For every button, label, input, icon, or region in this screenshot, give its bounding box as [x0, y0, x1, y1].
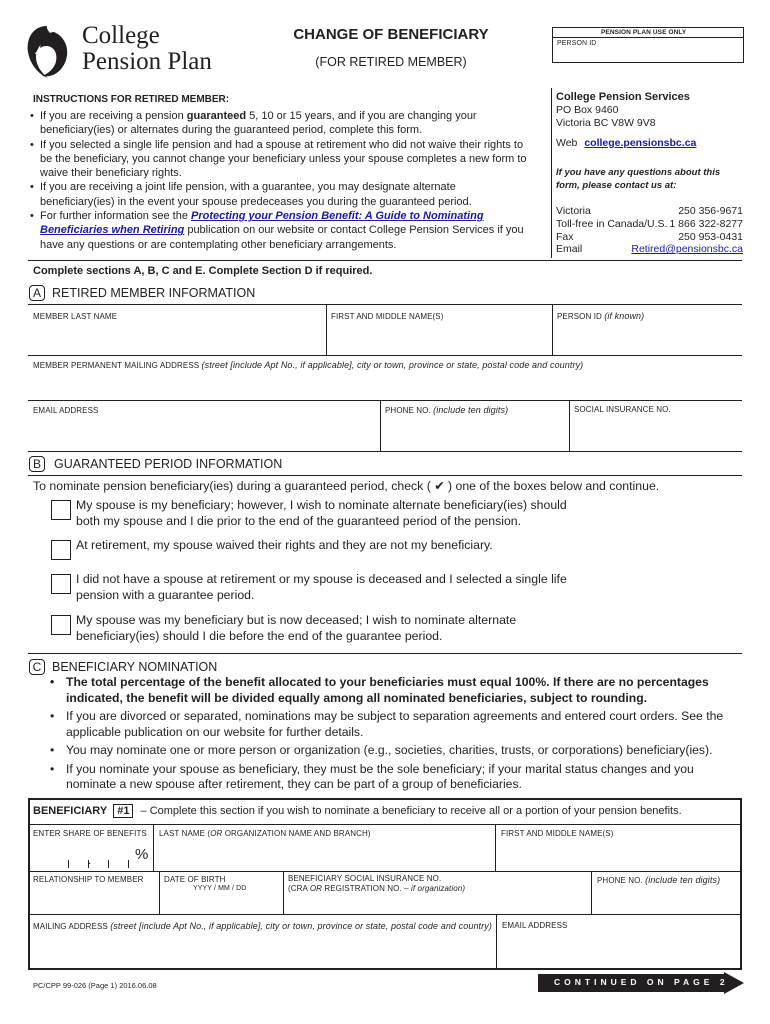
section-a-title: RETIRED MEMBER INFORMATION — [52, 286, 256, 300]
member-sin-field[interactable] — [570, 418, 742, 450]
option-3-text: I did not have a spouse at retirement or my spouse is deceased and I selected a single life pension with a guarantee period. — [76, 572, 567, 602]
beneficiary-label: BENEFICIARY — [33, 805, 108, 817]
use-only-label: PENSION PLAN USE ONLY — [601, 29, 687, 36]
logo-line-1: College — [82, 22, 160, 49]
instruction-item-1: • If you are receiving a pension guaranteed 5, 10 or 15 years, and if you are changing your beneficiary(ies) or alternates during the guaranteed period, complete this form. — [30, 109, 530, 138]
contact-address-2: Victoria BC V8W 9V8 — [556, 117, 656, 129]
member-last-name-label: MEMBER LAST NAME — [33, 312, 118, 321]
option-4-checkbox[interactable] — [51, 615, 71, 635]
use-only-person-id-label: PERSON ID — [557, 40, 597, 47]
option-2-checkbox[interactable] — [51, 540, 71, 560]
continued-banner — [538, 972, 744, 994]
member-first-name-label: FIRST AND MIDDLE NAME(S) — [331, 312, 444, 321]
instruction-item-3: • If you are receiving a joint life pension, with a guarantee, you may designate alternate beneficiary(ies) in the event your spouse predeceases you during the guaranteed period. — [30, 180, 530, 209]
beneficiary-address-label: MAILING ADDRESS (street [include Apt No., if applicable], city or town, province or state, postal code and country) — [33, 921, 492, 931]
decimal-point: . — [88, 853, 92, 867]
section-c-bullet-4: • If you nominate your spouse as beneficiary, they must be the sole beneficiary; if your marital status changes and you nominate a new spouse after retirement, they can be part of a group of beneficiaries. — [50, 762, 740, 793]
beneficiary-email-field[interactable] — [497, 934, 740, 968]
option-2-text: At retirement, my spouse waived their rights and they are not my beneficiary. — [76, 538, 493, 552]
member-phone-field[interactable] — [381, 418, 568, 450]
section-a-letter: A — [29, 285, 45, 301]
instructions-list — [30, 109, 530, 252]
form-subtitle: (FOR RETIRED MEMBER) — [315, 55, 467, 69]
form-title: CHANGE OF BENEFICIARY — [293, 26, 489, 43]
beneficiary-last-name-field[interactable] — [154, 840, 494, 870]
beneficiary-email-label: EMAIL ADDRESS — [502, 921, 568, 930]
contact-row-tollfree: Toll-free in Canada/U.S. 1 866 322-8277 — [556, 217, 743, 230]
contact-web — [556, 137, 696, 149]
section-b-intro: To nominate pension beneficiary(ies) during a guaranteed period, check ( ✔ ) one of the boxes below and continue. — [33, 479, 660, 493]
option-1-checkbox[interactable] — [51, 500, 71, 520]
pension-plan-use-only-box — [552, 27, 744, 63]
section-b-title: GUARANTEED PERIOD INFORMATION — [54, 457, 283, 471]
contact-question: If you have any questions about this form, please contact us at: — [556, 167, 721, 191]
form-code: PC/CPP 99-026 (Page 1) 2016.06.08 — [33, 981, 157, 990]
member-person-id-label: PERSON ID (if known) — [557, 311, 645, 321]
section-c-bullet-2: • If you are divorced or separated, nominations may be subject to separation agreements and entered court orders. See the applicable publication on our website for further details. — [50, 709, 740, 740]
relationship-field[interactable] — [30, 890, 158, 912]
share-field[interactable] — [60, 842, 148, 868]
contact-org: College Pension Services — [556, 91, 690, 103]
logo-mark-icon — [24, 24, 70, 80]
section-b-letter: B — [29, 456, 45, 472]
member-sin-label: SOCIAL INSURANCE NO. — [574, 405, 671, 414]
relationship-label: RELATIONSHIP TO MEMBER — [33, 875, 144, 884]
beneficiary-number: #1 — [113, 804, 133, 818]
contact-address-1: PO Box 9460 — [556, 104, 619, 116]
complete-sections-note: Complete sections A, B, C and E. Complete Section D if required. — [33, 265, 373, 277]
contact-row-fax: Fax 250 953-0431 — [556, 230, 743, 243]
dob-format: YYYY / MM / DD — [193, 885, 247, 892]
beneficiary-first-name-field[interactable] — [496, 840, 740, 870]
percent-sign: % — [135, 846, 149, 863]
college-pension-plan-logo — [24, 22, 234, 82]
contact-row-victoria: Victoria 250 356-9671 — [556, 205, 743, 217]
section-c-bullet-1: • The total percentage of the benefit allocated to your beneficiaries must equal 100%. If there are no percentages indicated, the benefit will be divided equally among all nominated beneficiaries, subject to rounding. — [50, 675, 740, 706]
beneficiary-last-name-label: LAST NAME (OR ORGANIZATION NAME AND BRANCH) — [159, 829, 371, 838]
member-address-field[interactable] — [29, 372, 741, 398]
beneficiary-sin-label: BENEFICIARY SOCIAL INSURANCE NO. (CRA OR REGISTRATION NO. – if organization) — [288, 874, 466, 893]
beneficiary-sin-field[interactable] — [284, 895, 590, 913]
section-c-bullets — [50, 675, 740, 796]
section-c-bullet-3: • You may nominate one or more person or organization (e.g., societies, charities, trusts, or corporations) beneficiary(ies). — [50, 743, 740, 759]
instruction-item-2: • If you selected a single life pension and had a spouse at retirement who did not waive their rights to be the beneficiary, you cannot change your beneficiary unless your spouse completes a new form to waive their beneficiary rights. — [30, 138, 530, 181]
beneficiary-phone-label: PHONE NO. (include ten digits) — [597, 875, 721, 885]
email-link[interactable]: Retired@pensionsbc.ca — [631, 243, 743, 256]
member-email-field[interactable] — [29, 418, 379, 450]
member-phone-label: PHONE NO. (include ten digits) — [385, 405, 509, 415]
dob-label: DATE OF BIRTH — [164, 875, 226, 884]
member-email-label: EMAIL ADDRESS — [33, 406, 99, 415]
beneficiary-phone-field[interactable] — [592, 890, 740, 912]
continued-text: CONTINUED ON PAGE 2 — [554, 977, 729, 987]
member-person-id-field[interactable] — [553, 322, 742, 354]
member-last-name-field[interactable] — [29, 322, 325, 354]
contact-rows — [556, 205, 743, 256]
instructions-heading: INSTRUCTIONS FOR RETIRED MEMBER: — [33, 94, 230, 105]
instruction-item-4: • For further information see the Protecting your Pension Benefit: A Guide to Nominating Beneficiaries when Retiring publication on our website or contact College Pension Services if you have any questions or are contemplating other beneficiary arrangements. — [30, 209, 530, 252]
web-label: Web — [556, 137, 578, 149]
member-address-label: MEMBER PERMANENT MAILING ADDRESS (street [include Apt No., if applicable], city or town, province or state, postal code and country) — [33, 360, 584, 370]
beneficiary-desc: – Complete this section if you wish to nominate a beneficiary to receive all or a portion of your pension benefits. — [140, 805, 682, 817]
option-1-text: My spouse is my beneficiary; however, I wish to nominate alternate beneficiary(ies) should both my spouse and I die prior to the end of the guaranteed period of the pension. — [76, 498, 567, 528]
member-first-name-field[interactable] — [327, 322, 551, 354]
dob-field[interactable] — [160, 895, 282, 913]
beneficiary-address-field[interactable] — [30, 934, 494, 968]
section-c-letter: C — [29, 659, 45, 675]
logo-line-2: Pension Plan — [82, 48, 212, 75]
beneficiary-1-header — [33, 804, 682, 818]
contact-row-email: Email Retired@pensionsbc.ca — [556, 243, 743, 256]
option-3-checkbox[interactable] — [51, 574, 71, 594]
guide-publication-link[interactable]: Protecting your Pension Benefit: A Guide to Nominating Beneficiaries when Retiring — [40, 210, 484, 237]
beneficiary-first-name-label: FIRST AND MIDDLE NAME(S) — [501, 829, 614, 838]
option-4-text: My spouse was my beneficiary but is now deceased; I wish to nominate alternate beneficiary(ies) should I die before the end of the guarantee period. — [76, 613, 517, 643]
share-label: ENTER SHARE OF BENEFITS — [33, 829, 147, 838]
section-c-title: BENEFICIARY NOMINATION — [52, 660, 218, 674]
website-link[interactable]: college.pensionsbc.ca — [584, 137, 697, 149]
